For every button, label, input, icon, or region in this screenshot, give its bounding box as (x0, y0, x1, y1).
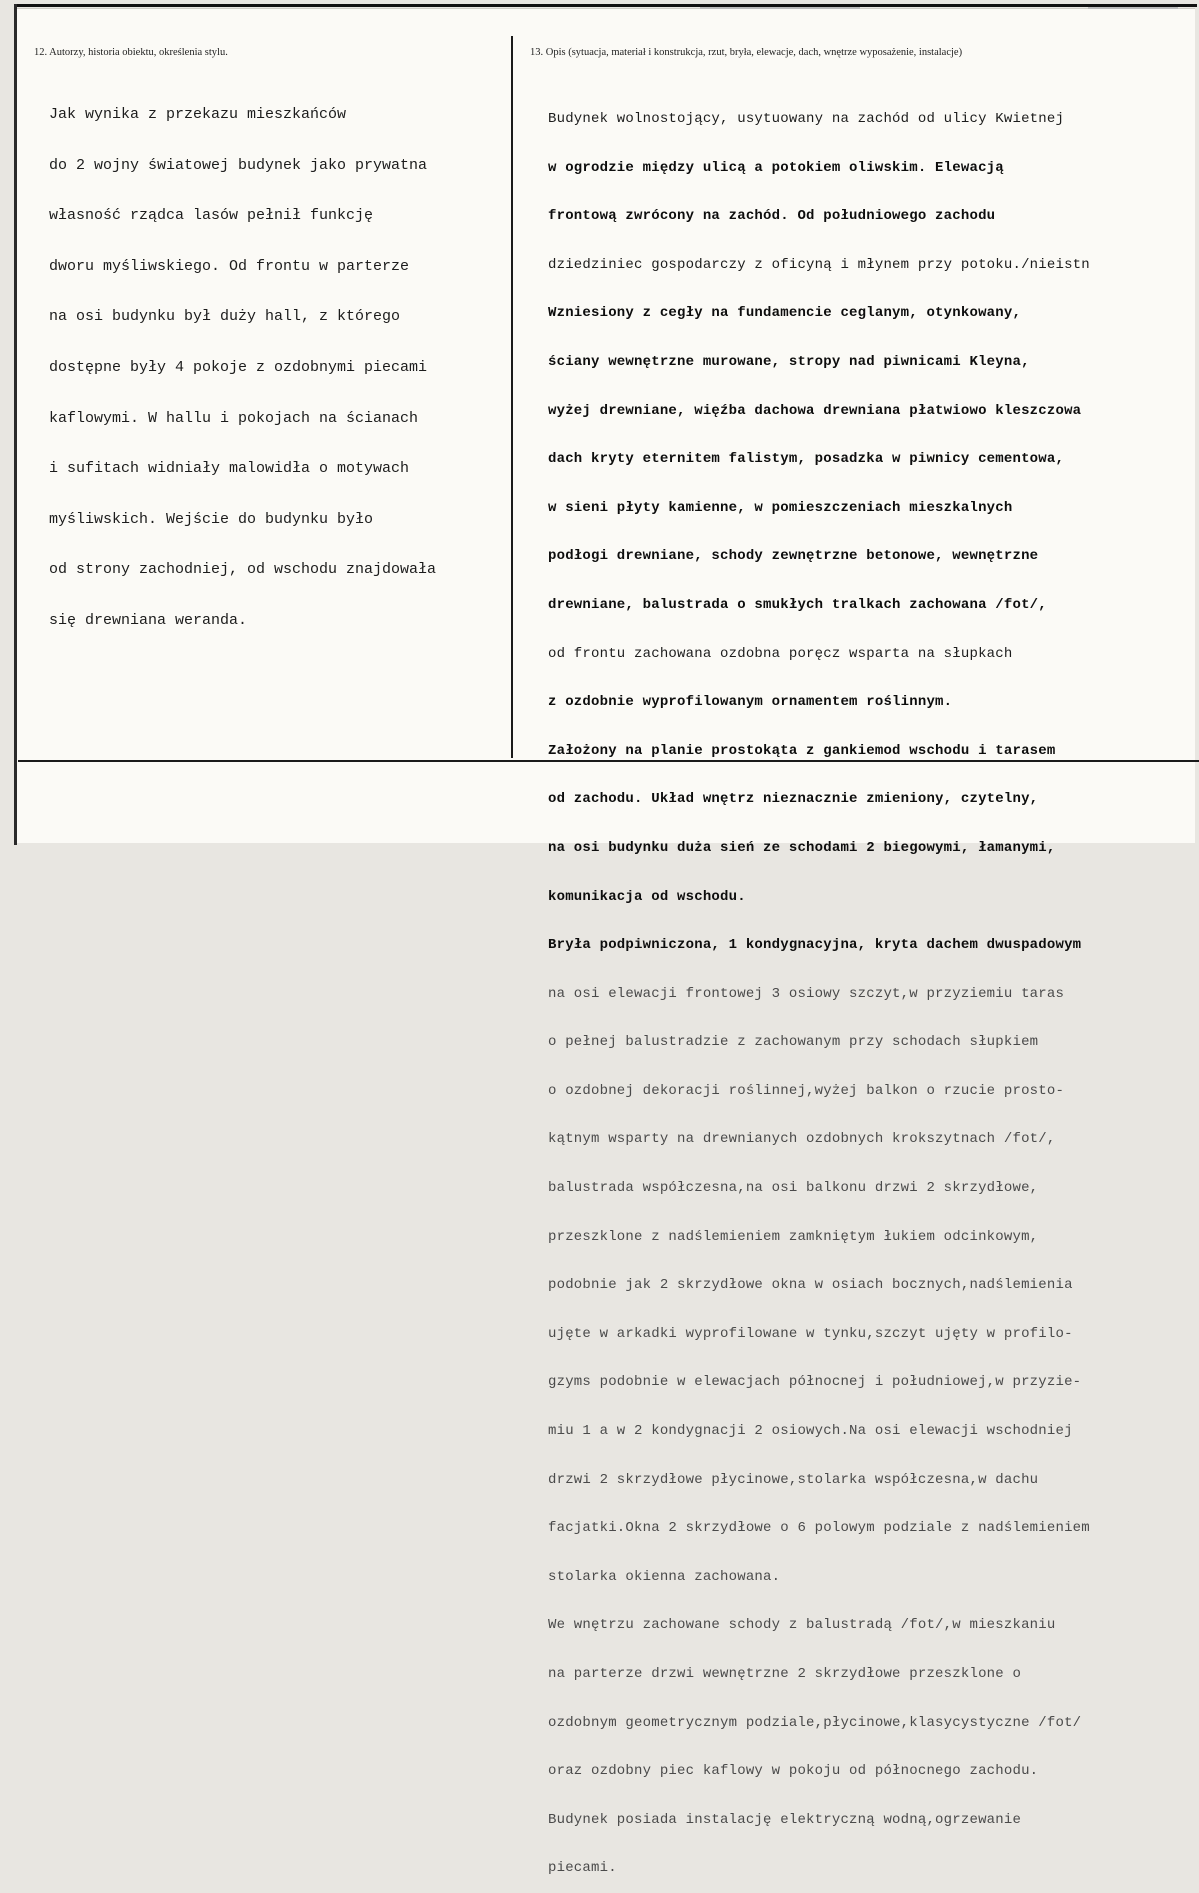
text-line: frontową zwrócony na zachód. Od południowego zachodu (548, 208, 996, 225)
text-line: balustrada współczesna,na osi balkonu drzwi 2 skrzydłowe, (548, 1180, 1039, 1197)
text-line: od strony zachodniej, od wschodu znajdowała (49, 561, 437, 579)
section-12-text (49, 73, 436, 647)
text-line: kątnym wsparty na drewnianych ozdobnych krokszytnach /fot/, (548, 1131, 1056, 1148)
text-line: podłogi drewniane, schody zewnętrzne betonowe, wewnętrzne (548, 548, 1039, 565)
text-line: ozdobnym geometrycznym podziale,płycinowe,klasycystyczne /fot/ (548, 1714, 1082, 1731)
text-line: Budynek posiada instalację elektryczną wodną,ogrzewanie (548, 1811, 1022, 1828)
text-line: się drewniana weranda. (49, 611, 248, 629)
top-print-mark (700, 7, 860, 9)
text-line: wyżej drewniane, więźba dachowa drewniana płatwiowo kleszczowa (548, 402, 1082, 419)
text-line: Budynek wolnostojący, usytuowany na zachód od ulicy Kwietnej (548, 111, 1065, 127)
text-line: Założony na planie prostokąta z gankiemod wschodu i tarasem (548, 742, 1056, 759)
section-13-heading: 13. Opis (sytuacja, materiał i konstrukcja, rzut, bryła, elewacje, dach, wnętrze wyposażenie, instalacje) (530, 47, 963, 58)
text-line: gzyms podobnie w elewacjach północnej i południowej,w przyzie- (548, 1374, 1082, 1391)
text-line: dach kryty eternitem falistym, posadzka w piwnicy cementowa, (548, 451, 1065, 468)
text-line: w ogrodzie między ulicą a potokiem oliwskim. Elewacją (548, 159, 1004, 176)
section-13-text (548, 79, 1090, 1893)
text-line: o pełnej balustradzie z zachowanym przy schodach słupkiem (548, 1034, 1039, 1051)
text-line: facjatki.Okna 2 skrzydłowe o 6 polowym podziale z nadślemieniem (548, 1520, 1090, 1537)
text-line: dostępne były 4 pokoje z ozdobnymi piecami (49, 358, 428, 376)
text-line: Wzniesiony z cegły na fundamencie ceglanym, otynkowany, (548, 305, 1022, 322)
text-line: od frontu zachowana ozdobna poręcz wsparta na słupkach (548, 645, 1013, 662)
section-12-heading: 12. Autorzy, historia obiektu, określenia stylu. (34, 47, 228, 58)
top-print-mark (1088, 7, 1178, 9)
text-line: miu 1 a w 2 kondygnacji 2 osiowych.Na osi elewacji wschodniej (548, 1423, 1073, 1440)
text-line: od zachodu. Układ wnętrz nieznacznie zmieniony, czytelny, (548, 791, 1039, 808)
text-line: w sieni płyty kamienne, w pomieszczeniach mieszkalnych (548, 499, 1013, 516)
text-line: na osi budynku duża sień ze schodami 2 biegowymi, łamanymi, (548, 839, 1056, 856)
text-line: Bryła podpiwniczona, 1 kondygnacyjna, kryta dachem dwuspadowym (548, 937, 1082, 954)
text-line: do 2 wojny światowej budynek jako prywatna (49, 156, 428, 174)
text-line: i sufitach widniały malowidła o motywach (49, 460, 410, 478)
text-line: myśliwskich. Wejście do budynku było (49, 510, 374, 528)
text-line: komunikacja od wschodu. (548, 888, 746, 905)
text-line: drewniane, balustrada o smukłych tralkach zachowana /fot/, (548, 596, 1047, 613)
text-line: o ozdobnej dekoracji roślinnej,wyżej balkon o rzucie prosto- (548, 1082, 1065, 1099)
top-border-line (14, 4, 1197, 7)
left-border-line (14, 4, 17, 845)
text-line: na osi elewacji frontowej 3 osiowy szczyt,w przyziemiu taras (548, 985, 1065, 1002)
column-divider (511, 36, 513, 758)
text-line: własność rządca lasów pełnił funkcję (49, 207, 374, 225)
text-line: kaflowymi. W hallu i pokojach na ścianach (49, 409, 419, 427)
text-line: dworu myśliwskiego. Od frontu w parterze (49, 257, 410, 275)
text-line: dziedziniec gospodarczy z oficyną i młynem przy potoku./nieistn (548, 256, 1090, 273)
text-line: z ozdobnie wyprofilowanym ornamentem roślinnym. (548, 694, 953, 711)
text-line: oraz ozdobny piec kaflowy w pokoju od północnego zachodu. (548, 1763, 1039, 1780)
text-line: piecami. (548, 1860, 617, 1877)
text-line: We wnętrzu zachowane schody z balustradą /fot/,w mieszkaniu (548, 1617, 1056, 1634)
text-line: podobnie jak 2 skrzydłowe okna w osiach bocznych,nadślemienia (548, 1277, 1073, 1294)
text-line: Jak wynika z przekazu mieszkańców (49, 106, 347, 123)
text-line: stolarka okienna zachowana. (548, 1568, 781, 1585)
text-line: na osi budynku był duży hall, z którego (49, 308, 401, 326)
text-line: na parterze drzwi wewnętrzne 2 skrzydłowe przeszklone o (548, 1666, 1022, 1682)
text-line: ściany wewnętrzne murowane, stropy nad piwnicami Kleyna, (548, 353, 1030, 370)
text-line: przeszklone z nadślemieniem zamkniętym łukiem odcinkowym, (548, 1228, 1039, 1245)
text-line: ujęte w arkadki wyprofilowane w tynku,szczyt ujęty w profilo- (548, 1325, 1073, 1342)
text-line: drzwi 2 skrzydłowe płycinowe,stolarka współczesna,w dachu (548, 1471, 1039, 1488)
